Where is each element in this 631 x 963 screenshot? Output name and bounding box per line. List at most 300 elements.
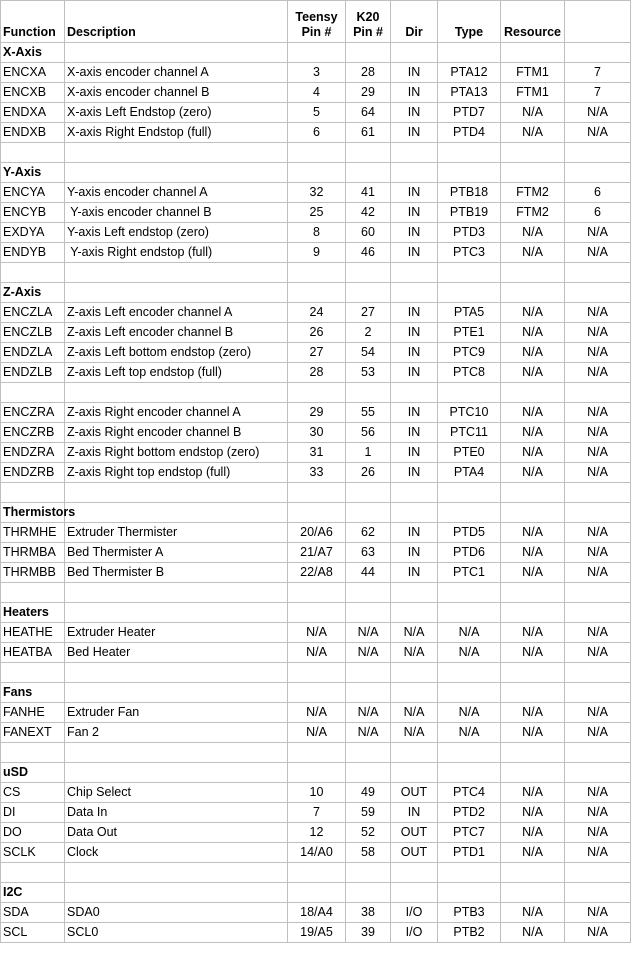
teensy-pin-cell: 32 [288, 183, 346, 203]
teensy-pin-cell: N/A [288, 623, 346, 643]
teensy-pin-cell: 10 [288, 783, 346, 803]
extra-cell: N/A [565, 423, 631, 443]
type-cell: PTB2 [438, 923, 501, 943]
dir-cell: IN [391, 343, 438, 363]
table-row [1, 243, 631, 263]
empty-cell [288, 583, 346, 603]
teensy-pin-cell: 22/A8 [288, 563, 346, 583]
empty-cell [346, 43, 391, 63]
k20-pin-cell: 60 [346, 223, 391, 243]
resource-cell: N/A [501, 543, 565, 563]
table-row [1, 843, 631, 863]
description-cell: SCL0 [65, 923, 288, 943]
empty-cell [501, 683, 565, 703]
type-cell: PTD2 [438, 803, 501, 823]
empty-cell [565, 43, 631, 63]
type-cell: PTC10 [438, 403, 501, 423]
empty-cell [1, 863, 65, 883]
empty-cell [438, 663, 501, 683]
empty-cell [346, 883, 391, 903]
empty-cell [565, 163, 631, 183]
resource-cell: N/A [501, 923, 565, 943]
type-cell: PTD5 [438, 523, 501, 543]
teensy-pin-cell: 3 [288, 63, 346, 83]
empty-cell [438, 283, 501, 303]
extra-cell: N/A [565, 703, 631, 723]
section-header-row [1, 683, 631, 703]
table-row [1, 103, 631, 123]
dir-cell: N/A [391, 723, 438, 743]
empty-cell [391, 483, 438, 503]
teensy-pin-cell: 7 [288, 803, 346, 823]
empty-cell [65, 263, 288, 283]
section-header-row [1, 883, 631, 903]
table-row [1, 183, 631, 203]
spacer-row [1, 483, 631, 503]
description-cell: Z-axis Right encoder channel A [65, 403, 288, 423]
description-cell: Y-axis encoder channel A [65, 183, 288, 203]
resource-cell: N/A [501, 703, 565, 723]
extra-cell: N/A [565, 443, 631, 463]
empty-cell [391, 763, 438, 783]
k20-pin-cell: 55 [346, 403, 391, 423]
type-cell: PTD6 [438, 543, 501, 563]
k20-pin-cell: 28 [346, 63, 391, 83]
type-cell: PTD1 [438, 843, 501, 863]
empty-cell [565, 603, 631, 623]
empty-cell [565, 743, 631, 763]
resource-cell: N/A [501, 403, 565, 423]
empty-cell [501, 883, 565, 903]
type-cell: PTA12 [438, 63, 501, 83]
function-cell: ENDZRA [1, 443, 65, 463]
function-cell: ENDZLB [1, 363, 65, 383]
section-header-row [1, 503, 631, 523]
dir-cell: N/A [391, 643, 438, 663]
empty-cell [288, 383, 346, 403]
k20-pin-cell: 1 [346, 443, 391, 463]
empty-cell [65, 603, 288, 623]
type-cell: N/A [438, 703, 501, 723]
empty-cell [288, 683, 346, 703]
dir-cell: N/A [391, 703, 438, 723]
resource-cell: N/A [501, 783, 565, 803]
empty-cell [346, 503, 391, 523]
empty-cell [565, 483, 631, 503]
type-cell: N/A [438, 723, 501, 743]
description-cell: Z-axis Left encoder channel A [65, 303, 288, 323]
description-cell: Data Out [65, 823, 288, 843]
empty-cell [288, 883, 346, 903]
function-cell: FANHE [1, 703, 65, 723]
empty-cell [346, 683, 391, 703]
description-cell: Z-axis Right top endstop (full) [65, 463, 288, 483]
section-title: I2C [1, 883, 65, 903]
dir-cell: IN [391, 303, 438, 323]
dir-cell: IN [391, 543, 438, 563]
empty-cell [65, 683, 288, 703]
teensy-pin-cell: 24 [288, 303, 346, 323]
table-row [1, 83, 631, 103]
description-cell: SDA0 [65, 903, 288, 923]
function-cell: THRMHE [1, 523, 65, 543]
k20-pin-cell: 59 [346, 803, 391, 823]
header-k20-line2: Pin # [353, 25, 383, 39]
k20-pin-cell: N/A [346, 703, 391, 723]
dir-cell: IN [391, 803, 438, 823]
description-cell: Z-axis Left top endstop (full) [65, 363, 288, 383]
function-cell: SCLK [1, 843, 65, 863]
teensy-pin-cell: 21/A7 [288, 543, 346, 563]
k20-pin-cell: 52 [346, 823, 391, 843]
extra-cell: N/A [565, 843, 631, 863]
function-cell: EXDYA [1, 223, 65, 243]
table-row [1, 423, 631, 443]
description-cell: Extruder Heater [65, 623, 288, 643]
extra-cell: N/A [565, 543, 631, 563]
table-row [1, 463, 631, 483]
empty-cell [438, 683, 501, 703]
empty-cell [1, 143, 65, 163]
empty-cell [391, 863, 438, 883]
empty-cell [501, 503, 565, 523]
teensy-pin-cell: 6 [288, 123, 346, 143]
description-cell: Y-axis Right endstop (full) [65, 243, 288, 263]
header-k20-pin [346, 1, 391, 43]
empty-cell [438, 383, 501, 403]
type-cell: N/A [438, 623, 501, 643]
section-title: Thermistors [1, 503, 65, 523]
empty-cell [501, 663, 565, 683]
empty-cell [565, 683, 631, 703]
dir-cell: IN [391, 63, 438, 83]
table-row [1, 403, 631, 423]
empty-cell [391, 503, 438, 523]
dir-cell: IN [391, 423, 438, 443]
type-cell: PTB19 [438, 203, 501, 223]
empty-cell [346, 743, 391, 763]
section-header-row [1, 163, 631, 183]
empty-cell [288, 163, 346, 183]
description-cell: Fan 2 [65, 723, 288, 743]
description-cell: X-axis Right Endstop (full) [65, 123, 288, 143]
empty-cell [1, 583, 65, 603]
teensy-pin-cell: N/A [288, 643, 346, 663]
empty-cell [346, 863, 391, 883]
type-cell: PTA5 [438, 303, 501, 323]
empty-cell [288, 763, 346, 783]
type-cell: PTC9 [438, 343, 501, 363]
empty-cell [346, 163, 391, 183]
empty-cell [501, 863, 565, 883]
spacer-row [1, 743, 631, 763]
resource-cell: N/A [501, 563, 565, 583]
empty-cell [501, 763, 565, 783]
empty-cell [65, 503, 288, 523]
resource-cell: N/A [501, 443, 565, 463]
dir-cell: OUT [391, 843, 438, 863]
resource-cell: N/A [501, 903, 565, 923]
empty-cell [288, 863, 346, 883]
empty-cell [391, 743, 438, 763]
empty-cell [346, 263, 391, 283]
function-cell: ENCZLB [1, 323, 65, 343]
section-header-row [1, 283, 631, 303]
function-cell: ENCXA [1, 63, 65, 83]
dir-cell: N/A [391, 623, 438, 643]
empty-cell [438, 863, 501, 883]
description-cell: Y-axis encoder channel B [65, 203, 288, 223]
table-row [1, 343, 631, 363]
k20-pin-cell: 42 [346, 203, 391, 223]
spacer-row [1, 383, 631, 403]
spacer-row [1, 863, 631, 883]
table-row [1, 323, 631, 343]
teensy-pin-cell: 4 [288, 83, 346, 103]
type-cell: PTD3 [438, 223, 501, 243]
empty-cell [501, 383, 565, 403]
empty-cell [565, 283, 631, 303]
empty-cell [565, 583, 631, 603]
empty-cell [288, 483, 346, 503]
empty-cell [391, 163, 438, 183]
teensy-pin-cell: 20/A6 [288, 523, 346, 543]
type-cell: PTC11 [438, 423, 501, 443]
teensy-pin-cell: 30 [288, 423, 346, 443]
teensy-pin-cell: 25 [288, 203, 346, 223]
description-cell: Z-axis Right bottom endstop (zero) [65, 443, 288, 463]
section-header-row [1, 603, 631, 623]
empty-cell [65, 483, 288, 503]
k20-pin-cell: 27 [346, 303, 391, 323]
empty-cell [65, 163, 288, 183]
function-cell: HEATBA [1, 643, 65, 663]
empty-cell [565, 863, 631, 883]
empty-cell [346, 283, 391, 303]
k20-pin-cell: N/A [346, 623, 391, 643]
empty-cell [288, 263, 346, 283]
function-cell: THRMBB [1, 563, 65, 583]
resource-cell: N/A [501, 223, 565, 243]
extra-cell: 7 [565, 63, 631, 83]
empty-cell [65, 383, 288, 403]
function-cell: ENCYB [1, 203, 65, 223]
empty-cell [501, 163, 565, 183]
dir-cell: IN [391, 463, 438, 483]
teensy-pin-cell: N/A [288, 703, 346, 723]
function-cell: ENDXA [1, 103, 65, 123]
spacer-row [1, 663, 631, 683]
extra-cell: N/A [565, 463, 631, 483]
k20-pin-cell: 64 [346, 103, 391, 123]
resource-cell: N/A [501, 463, 565, 483]
teensy-pin-cell: 28 [288, 363, 346, 383]
empty-cell [391, 383, 438, 403]
dir-cell: IN [391, 243, 438, 263]
resource-cell: N/A [501, 343, 565, 363]
extra-cell: N/A [565, 323, 631, 343]
empty-cell [565, 503, 631, 523]
extra-cell: N/A [565, 243, 631, 263]
function-cell: ENDXB [1, 123, 65, 143]
function-cell: FANEXT [1, 723, 65, 743]
table-row [1, 803, 631, 823]
teensy-pin-cell: 29 [288, 403, 346, 423]
empty-cell [565, 383, 631, 403]
empty-cell [438, 603, 501, 623]
resource-cell: N/A [501, 723, 565, 743]
spacer-row [1, 143, 631, 163]
empty-cell [1, 383, 65, 403]
empty-cell [65, 143, 288, 163]
table-row [1, 823, 631, 843]
dir-cell: IN [391, 183, 438, 203]
empty-cell [288, 743, 346, 763]
description-cell: Bed Thermister B [65, 563, 288, 583]
empty-cell [288, 283, 346, 303]
section-title: Fans [1, 683, 65, 703]
k20-pin-cell: 38 [346, 903, 391, 923]
description-cell: Bed Thermister A [65, 543, 288, 563]
type-cell: PTE0 [438, 443, 501, 463]
empty-cell [438, 743, 501, 763]
empty-cell [346, 583, 391, 603]
section-title: Z-Axis [1, 283, 65, 303]
description-cell: Extruder Fan [65, 703, 288, 723]
resource-cell: N/A [501, 843, 565, 863]
empty-cell [391, 683, 438, 703]
teensy-pin-cell: 19/A5 [288, 923, 346, 943]
extra-cell: N/A [565, 363, 631, 383]
section-title: X-Axis [1, 43, 65, 63]
resource-cell: N/A [501, 243, 565, 263]
resource-cell: N/A [501, 363, 565, 383]
empty-cell [565, 263, 631, 283]
dir-cell: IN [391, 103, 438, 123]
description-cell: Z-axis Right encoder channel B [65, 423, 288, 443]
header-description: Description [65, 1, 288, 43]
extra-cell: N/A [565, 563, 631, 583]
table-row [1, 643, 631, 663]
empty-cell [1, 743, 65, 763]
section-header-row [1, 763, 631, 783]
function-cell: ENDZRB [1, 463, 65, 483]
empty-cell [438, 483, 501, 503]
header-row [1, 1, 631, 43]
function-cell: HEATHE [1, 623, 65, 643]
header-k20-line1: K20 [356, 10, 380, 24]
table-row [1, 703, 631, 723]
description-cell: Bed Heater [65, 643, 288, 663]
function-cell: DO [1, 823, 65, 843]
empty-cell [391, 663, 438, 683]
resource-cell: FTM2 [501, 203, 565, 223]
empty-cell [346, 383, 391, 403]
empty-cell [501, 143, 565, 163]
empty-cell [501, 263, 565, 283]
k20-pin-cell: 41 [346, 183, 391, 203]
spacer-row [1, 583, 631, 603]
empty-cell [391, 883, 438, 903]
type-cell: PTC3 [438, 243, 501, 263]
table-row [1, 443, 631, 463]
resource-cell: N/A [501, 643, 565, 663]
type-cell: PTB18 [438, 183, 501, 203]
empty-cell [438, 143, 501, 163]
empty-cell [1, 663, 65, 683]
extra-cell: N/A [565, 723, 631, 743]
empty-cell [65, 283, 288, 303]
resource-cell: FTM1 [501, 83, 565, 103]
empty-cell [565, 883, 631, 903]
empty-cell [1, 263, 65, 283]
table-row [1, 543, 631, 563]
k20-pin-cell: 58 [346, 843, 391, 863]
empty-cell [391, 43, 438, 63]
extra-cell: N/A [565, 923, 631, 943]
extra-cell: N/A [565, 783, 631, 803]
dir-cell: IN [391, 203, 438, 223]
empty-cell [501, 283, 565, 303]
teensy-pin-cell: 27 [288, 343, 346, 363]
k20-pin-cell: 29 [346, 83, 391, 103]
description-cell: X-axis Left Endstop (zero) [65, 103, 288, 123]
dir-cell: I/O [391, 903, 438, 923]
resource-cell: N/A [501, 303, 565, 323]
dir-cell: IN [391, 403, 438, 423]
teensy-pin-cell: 12 [288, 823, 346, 843]
table-row [1, 303, 631, 323]
empty-cell [565, 143, 631, 163]
empty-cell [288, 143, 346, 163]
function-cell: ENCZRA [1, 403, 65, 423]
empty-cell [346, 763, 391, 783]
type-cell: PTA4 [438, 463, 501, 483]
empty-cell [65, 883, 288, 903]
table-row [1, 783, 631, 803]
dir-cell: IN [391, 363, 438, 383]
k20-pin-cell: 44 [346, 563, 391, 583]
teensy-pin-cell: 31 [288, 443, 346, 463]
table-row [1, 523, 631, 543]
extra-cell: N/A [565, 903, 631, 923]
resource-cell: N/A [501, 523, 565, 543]
type-cell: N/A [438, 643, 501, 663]
extra-cell: N/A [565, 223, 631, 243]
description-cell: X-axis encoder channel A [65, 63, 288, 83]
function-cell: ENDZLA [1, 343, 65, 363]
empty-cell [65, 743, 288, 763]
table-row [1, 623, 631, 643]
k20-pin-cell: 63 [346, 543, 391, 563]
empty-cell [65, 863, 288, 883]
header-function: Function [1, 1, 65, 43]
description-cell: Chip Select [65, 783, 288, 803]
k20-pin-cell: 39 [346, 923, 391, 943]
dir-cell: IN [391, 563, 438, 583]
resource-cell: N/A [501, 323, 565, 343]
extra-cell: 6 [565, 203, 631, 223]
function-cell: ENCYA [1, 183, 65, 203]
section-header-row [1, 43, 631, 63]
table-row [1, 223, 631, 243]
table-row [1, 723, 631, 743]
dir-cell: I/O [391, 923, 438, 943]
resource-cell: N/A [501, 803, 565, 823]
extra-cell: N/A [565, 623, 631, 643]
empty-cell [501, 483, 565, 503]
table-row [1, 123, 631, 143]
